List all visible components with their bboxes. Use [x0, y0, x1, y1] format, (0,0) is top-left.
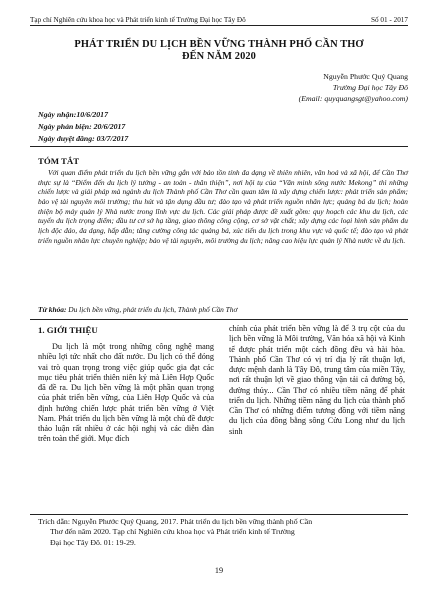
keywords-text: Du lịch bền vững, phát triển du lịch, Thành phố Cần Thơ [66, 305, 238, 314]
citation-divider [30, 514, 408, 515]
author-block [299, 71, 408, 104]
section-heading: 1. GIỚI THIỆU [38, 325, 98, 335]
keywords [38, 305, 408, 315]
page-number: 19 [214, 566, 224, 575]
title-line-1: PHÁT TRIỂN DU LỊCH BỀN VỮNG THÀNH PHỐ CẦN THƠ [74, 39, 364, 50]
citation-line-2: Thơ đến năm 2020. Tạp chí Nghiên cứu khoa học và Phát triển kinh tế Trường [50, 527, 295, 537]
body-column-left: Du lịch là một trong những công nghệ mang nhiều lợi tức nhất cho đất nước. Du lịch có thể đóng vai trò quan trọng trong việc giúp quốc gia đạt các mục tiêu phát triển thiên niên kỷ mà Liên Hợp Quốc đã đề ra. Du lịch bền vững là một phần quan trọng của phát triển bền vững, của Liên Hợp Quốc và của định hướng chiến lược phát triển bền vững ở Việt Nam. Phát triển du lịch bền vững là một chủ đề được thảo luận rất nhiều ở các hội nghị và các diễn đàn trên toàn thế giới. Mục đích [38, 342, 214, 444]
header-divider [30, 25, 408, 26]
date-received: Ngày nhận:10/6/2017 [38, 110, 108, 119]
abstract-divider [30, 146, 408, 147]
keywords-label: Từ khóa: [38, 305, 67, 314]
date-accepted: Ngày duyệt đăng: 03/7/2017 [38, 133, 129, 143]
citation-line-3: Đại học Tây Đô. 01: 19-29. [50, 537, 136, 547]
date-reviewed: Ngày phản biện: 20/6/2017 [38, 121, 126, 131]
keywords-divider [30, 319, 408, 320]
author-email: (Email: quyquangsgt@yahoo.com) [298, 94, 408, 103]
body-column-right: chính của phát triển bền vững là để 3 trụ cột của du lịch bền vững là Môi trường, Văn hóa xã hội và Kinh tế được phát triển một cách đồng đều và hài hòa. Thành phố Cần Thơ có vị trí địa lý rất thuận lợi, được mệnh danh là Tây Đô, trung tâm của miền Tây, nơi rất thuận lợi về giao thông vận tải cả đường bộ, đường thủy... Cần Thơ có nhiều tiềm năng để phát triển du lịch. Những tiềm năng du lịch của thành phố Cần Thơ có những điểm tương đồng với tiềm năng du lịch của đồng bằng sông Cửu Long như du lịch sinh [229, 324, 405, 436]
abstract-text: Với quan điểm phát triển du lịch bền vững gắn với bảo tồn tính đa dạng về thiên nhiên, văn hoá và xã hội, để Cần Thơ thực sự là “Điểm đến du lịch lý tưởng - an toàn - thân thiện”, nơi hội tụ của “Văn minh sông nước Mekong” thì những chiến lược và giải pháp mà ngành du lịch Thành phố Cần Thơ cần quan tâm là xây dựng chiến lược: phát triển sản phẩm; bảo vệ tài nguyên môi trường; thu hút và tận dụng đầu tư; đào tạo và phát triển nguồn nhân lực; quảng bá du lịch; hoàn thiện bộ máy quản lý Nhà nước trong lĩnh vực du lịch. Các giải pháp được đề xuất gồm: quy hoạch các khu du lịch, các tuyến du lịch trọng điểm; đầu tư cơ sở hạ tầng, giao thông công cộng, cơ sở vật chất; xây dựng các loại hình sản phẩm du lịch độc đáo, đa dạng, hấp dẫn; tăng cường công tác quảng bá, xúc tiến du lịch trong khu vực và quốc tế; đào tạo và phát triển nguồn nhân lực chuyên nghiệp; bảo vệ tài nguyên, môi trường du lịch; nâng cao hiệu lực quản lý Nhà nước về du lịch. [38, 168, 408, 245]
journal-name: Tạp chí Nghiên cứu khoa học và Phát triển kinh tế Trường Đại học Tây Đô [30, 16, 246, 24]
citation [38, 517, 408, 548]
author-name: Nguyễn Phước Quý Quang [323, 72, 408, 81]
article-title [30, 39, 408, 63]
running-header [30, 12, 408, 24]
article-dates [38, 109, 128, 144]
author-affiliation: Trường Đại học Tây Đô [332, 83, 408, 92]
title-line-2: ĐẾN NĂM 2020 [182, 51, 256, 62]
citation-line-1: Trích dẫn: Nguyễn Phước Quý Quang, 2017. Phát triển du lịch bền vững thành phố Cần [38, 517, 313, 526]
issue-number: Số 01 - 2017 [371, 16, 408, 24]
abstract-heading: TÓM TẮT [38, 156, 80, 166]
